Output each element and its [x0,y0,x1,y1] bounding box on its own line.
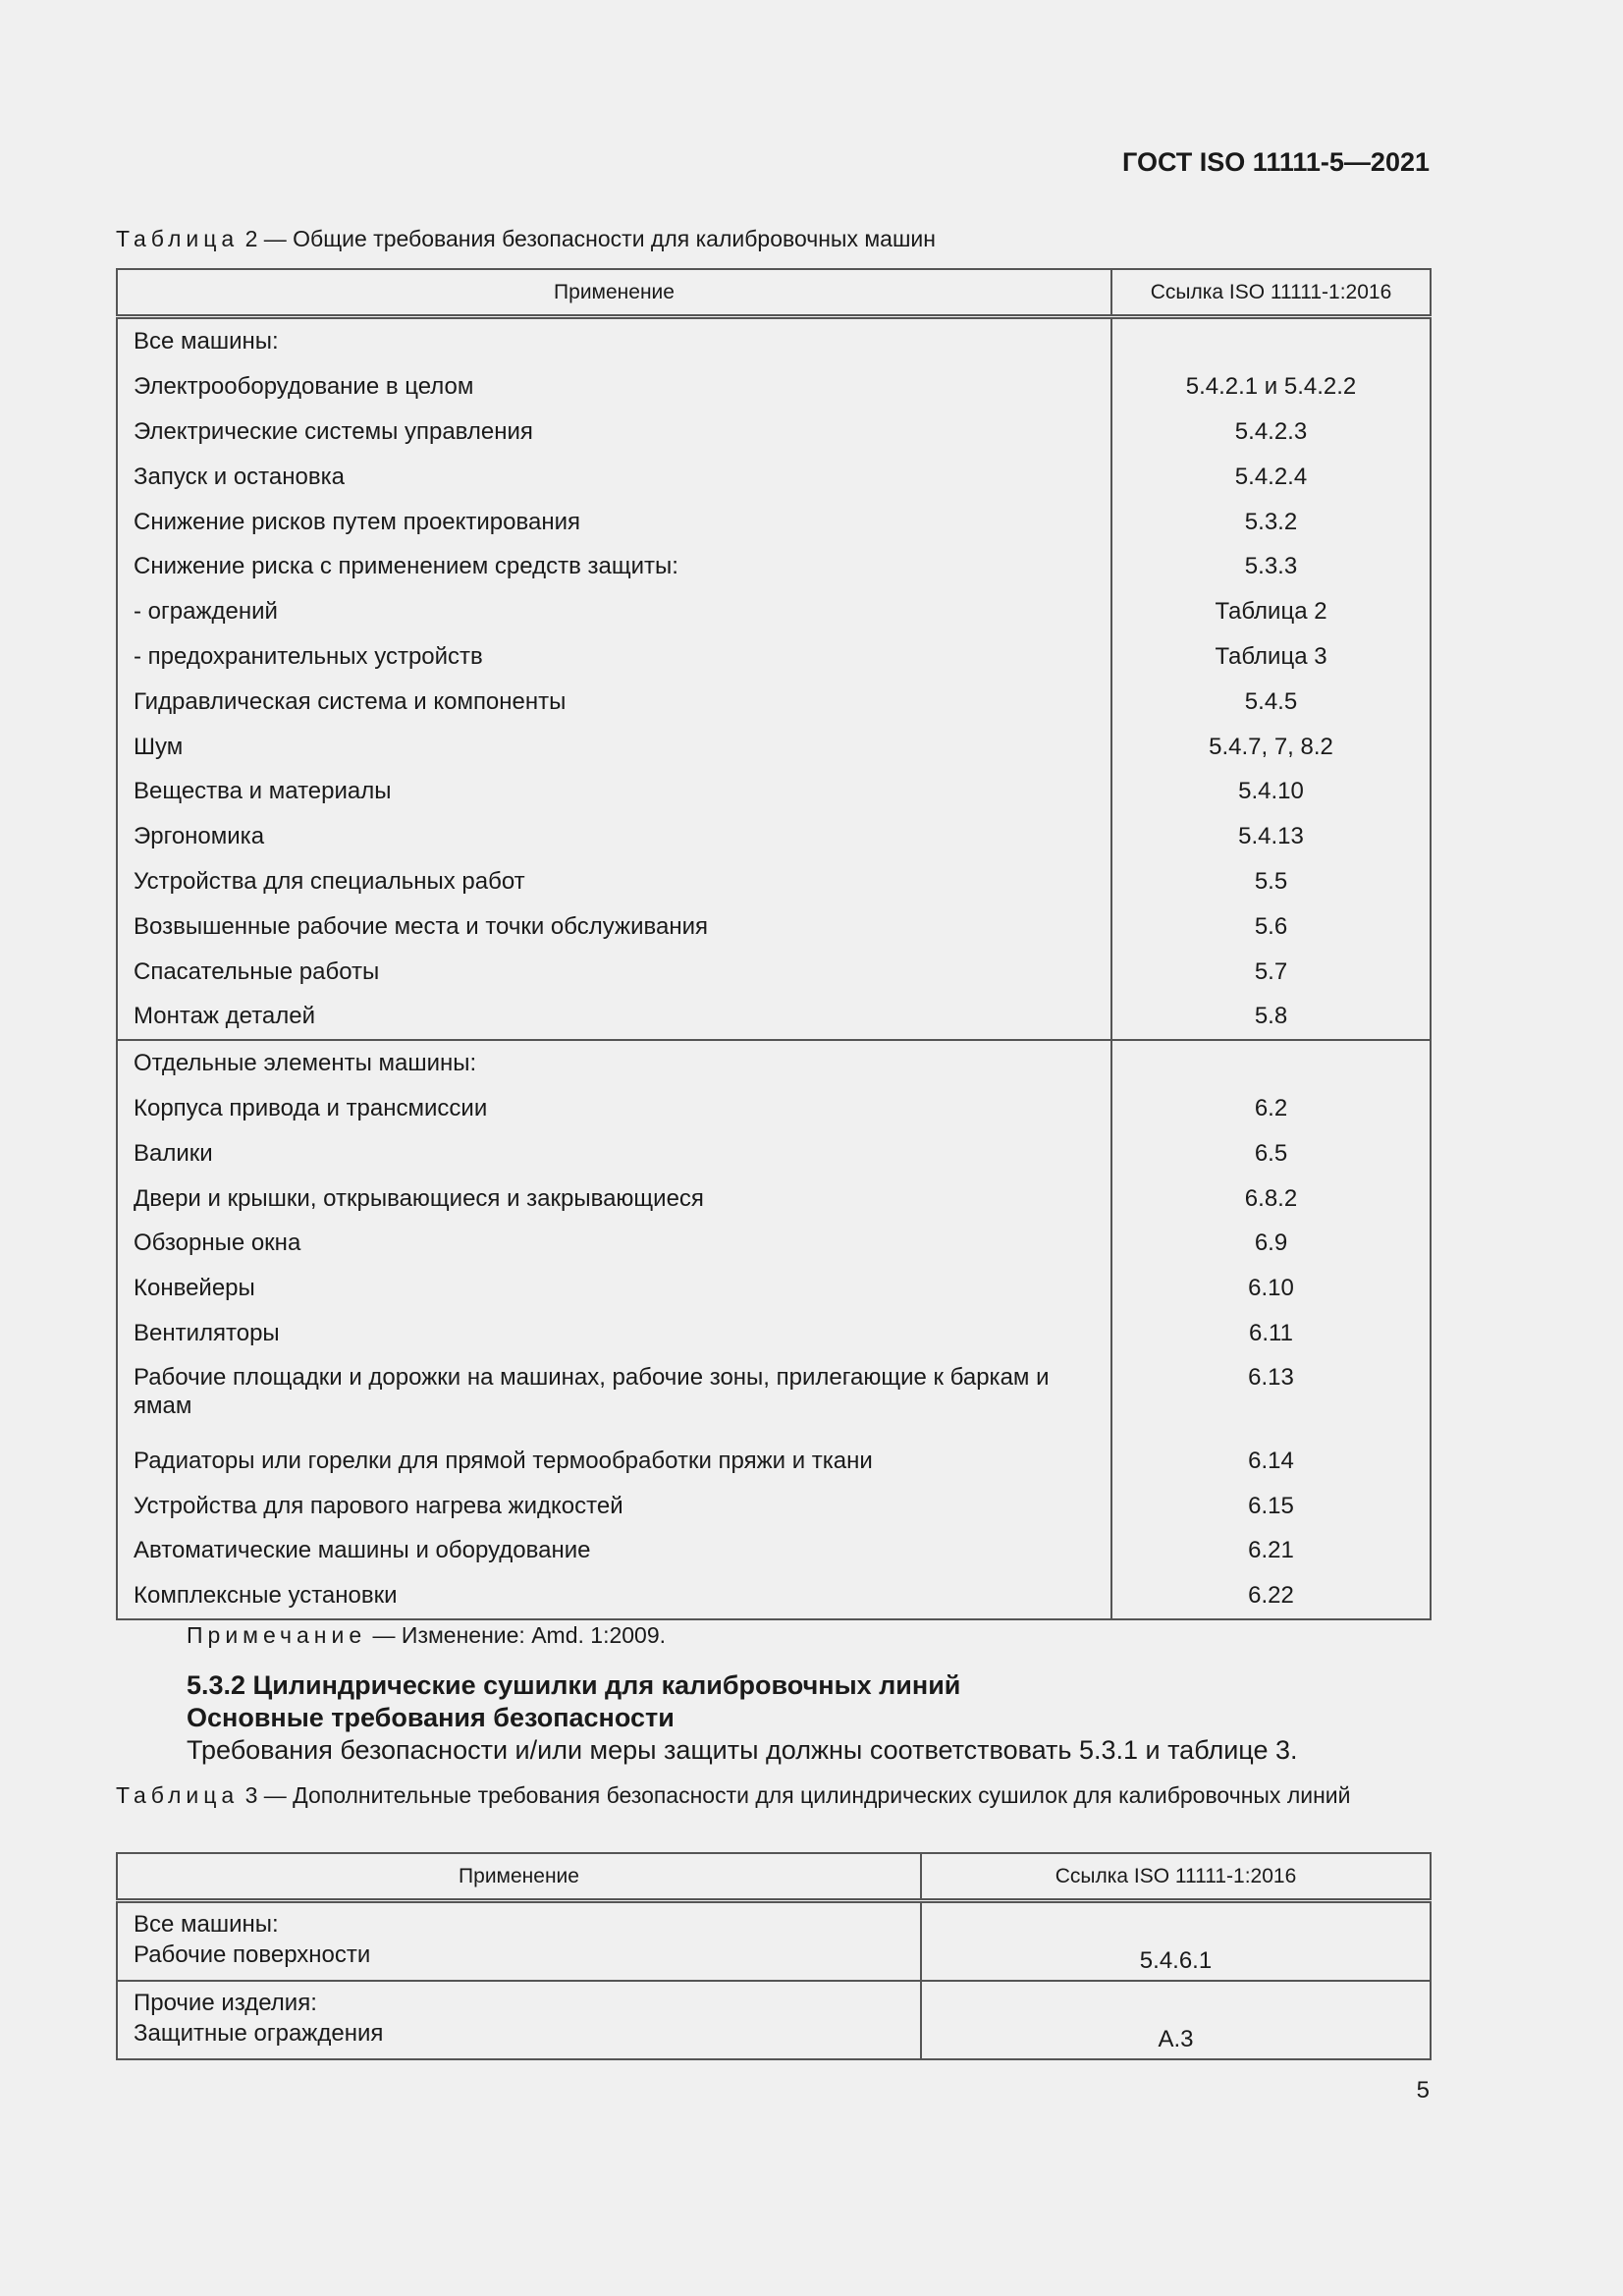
table-row [117,859,1431,904]
section-5-3-2 [187,1669,1297,1767]
reference-cell: 6.11 [1111,1311,1431,1356]
reference-cell: 6.5 [1111,1130,1431,1175]
application-cell: Двери и крышки, открывающиеся и закрывающиеся [117,1175,1111,1221]
section-subheading: Основные требования безопасности [187,1703,675,1732]
table-row [117,1221,1431,1266]
table2-header-application: Применение [117,269,1111,317]
reference-cell: 5.3.2 [1111,499,1431,544]
application-cell: Устройства для специальных работ [117,859,1111,904]
table-row [117,1438,1431,1483]
table3-caption-label: Таблица [116,1782,240,1808]
application-cell: Электрооборудование в целом [117,364,1111,410]
reference-cell: 6.10 [1111,1266,1431,1311]
table-row [117,1040,1431,1086]
reference-cell: 5.8 [1111,994,1431,1040]
table-row [117,589,1431,634]
application-cell: Корпуса привода и трансмиссии [117,1086,1111,1131]
application-cell: Все машины: [117,317,1111,364]
application-cell: Конвейеры [117,1266,1111,1311]
table-row [117,364,1431,410]
application-group-label: Прочие изделия: [134,1990,317,2016]
application-cell: Вещества и материалы [117,769,1111,814]
table-row [117,317,1431,364]
reference-cell: 5.7 [1111,949,1431,994]
application-cell: Гидравлическая система и компоненты [117,679,1111,724]
table-row [117,1266,1431,1311]
application-cell: Снижение риска с применением средств защиты: [117,544,1111,589]
table2-caption-text: 2 — Общие требования безопасности для калибровочных машин [239,226,936,251]
reference-cell: 6.22 [1111,1573,1431,1619]
page-number: 5 [1416,2077,1430,2104]
table-row [117,1901,1431,1982]
application-cell: Валики [117,1130,1111,1175]
table3-header-application: Применение [117,1853,921,1901]
reference-cell: 5.4.2.3 [1111,410,1431,455]
table-row [117,1528,1431,1573]
table2-body [117,317,1431,1619]
reference-cell: 5.3.3 [1111,544,1431,589]
reference-cell: 6.8.2 [1111,1175,1431,1221]
reference-cell: 5.4.2.1 и 5.4.2.2 [1111,364,1431,410]
table-row [117,994,1431,1040]
table-row [117,1311,1431,1356]
reference-cell: 6.21 [1111,1528,1431,1573]
application-item: Защитные ограждения [134,2020,384,2047]
note-text: — Изменение: Amd. 1:2009. [366,1622,667,1648]
table2-header-reference: Ссылка ISO 11111-1:2016 [1111,269,1431,317]
reference-cell: 6.9 [1111,1221,1431,1266]
application-cell: Шум [117,724,1111,769]
application-item: Рабочие поверхности [134,1941,371,1968]
table3-body [117,1901,1431,2060]
reference-cell: Таблица 2 [1111,589,1431,634]
reference-cell: 5.4.2.4 [1111,454,1431,499]
table-row [117,724,1431,769]
reference-cell: 5.4.6.1 [921,1901,1431,1982]
table-row [117,769,1431,814]
application-cell: Обзорные окна [117,1221,1111,1266]
reference-cell: Таблица 3 [1111,634,1431,680]
application-cell: Радиаторы или горелки для прямой термообработки пряжи и ткани [117,1438,1111,1483]
reference-cell: 5.4.10 [1111,769,1431,814]
application-cell: Рабочие площадки и дорожки на машинах, рабочие зоны, прилегающие к баркам и ямам [117,1355,1111,1438]
application-cell: Спасательные работы [117,949,1111,994]
table3-caption [116,1780,1430,1810]
reference-cell [1111,1040,1431,1086]
application-group-label: Все машины: [134,1911,279,1938]
reference-cell: 6.2 [1111,1086,1431,1131]
reference-cell: 5.6 [1111,903,1431,949]
table2-note [187,1622,666,1649]
note-label: Примечание [187,1622,367,1648]
reference-cell: 5.5 [1111,859,1431,904]
reference-cell: 5.4.7, 7, 8.2 [1111,724,1431,769]
application-cell: Эргономика [117,814,1111,859]
table-row [117,679,1431,724]
reference-cell: 6.15 [1111,1483,1431,1528]
reference-cell: 6.13 [1111,1355,1431,1438]
table-row [117,499,1431,544]
application-cell: Возвышенные рабочие места и точки обслуживания [117,903,1111,949]
table-row [117,949,1431,994]
application-cell: Отдельные элементы машины: [117,1040,1111,1086]
table3 [116,1852,1432,2060]
section-heading: 5.3.2 Цилиндрические сушилки для калибровочных линий [187,1670,961,1700]
table2-caption-label: Таблица [116,226,240,251]
table-row [117,1483,1431,1528]
table-row [117,544,1431,589]
table3-header-reference: Ссылка ISO 11111-1:2016 [921,1853,1431,1901]
table-row [117,1355,1431,1438]
table2-caption [116,226,936,252]
application-cell: Комплексные установки [117,1573,1111,1619]
table-row [117,1130,1431,1175]
application-cell: Вентиляторы [117,1311,1111,1356]
reference-cell: 6.14 [1111,1438,1431,1483]
table-row [117,1573,1431,1619]
application-cell [117,1901,921,1982]
application-cell: Монтаж деталей [117,994,1111,1040]
application-cell: Запуск и остановка [117,454,1111,499]
table3-caption-text: 3 — Дополнительные требования безопасности для цилиндрических сушилок для калибровочных линий [239,1782,1351,1808]
table-row [117,814,1431,859]
table-row [117,410,1431,455]
reference-cell [1111,317,1431,364]
table-row [117,903,1431,949]
section-body: Требования безопасности и/или меры защиты должны соответствовать 5.3.1 и таблице 3. [187,1735,1298,1765]
application-cell: - ограждений [117,589,1111,634]
table-row [117,1175,1431,1221]
application-cell: Устройства для парового нагрева жидкостей [117,1483,1111,1528]
table2 [116,268,1432,1620]
table-row [117,454,1431,499]
reference-cell: 5.4.13 [1111,814,1431,859]
standard-code: ГОСТ ISO 11111-5—2021 [1122,147,1430,177]
table-row [117,1086,1431,1131]
table-row [117,634,1431,680]
application-cell: Автоматические машины и оборудование [117,1528,1111,1573]
application-cell: - предохранительных устройств [117,634,1111,680]
application-cell [117,1981,921,2059]
table-row [117,1981,1431,2059]
application-cell: Электрические системы управления [117,410,1111,455]
application-cell: Снижение рисков путем проектирования [117,499,1111,544]
reference-cell: А.3 [921,1981,1431,2059]
reference-cell: 5.4.5 [1111,679,1431,724]
